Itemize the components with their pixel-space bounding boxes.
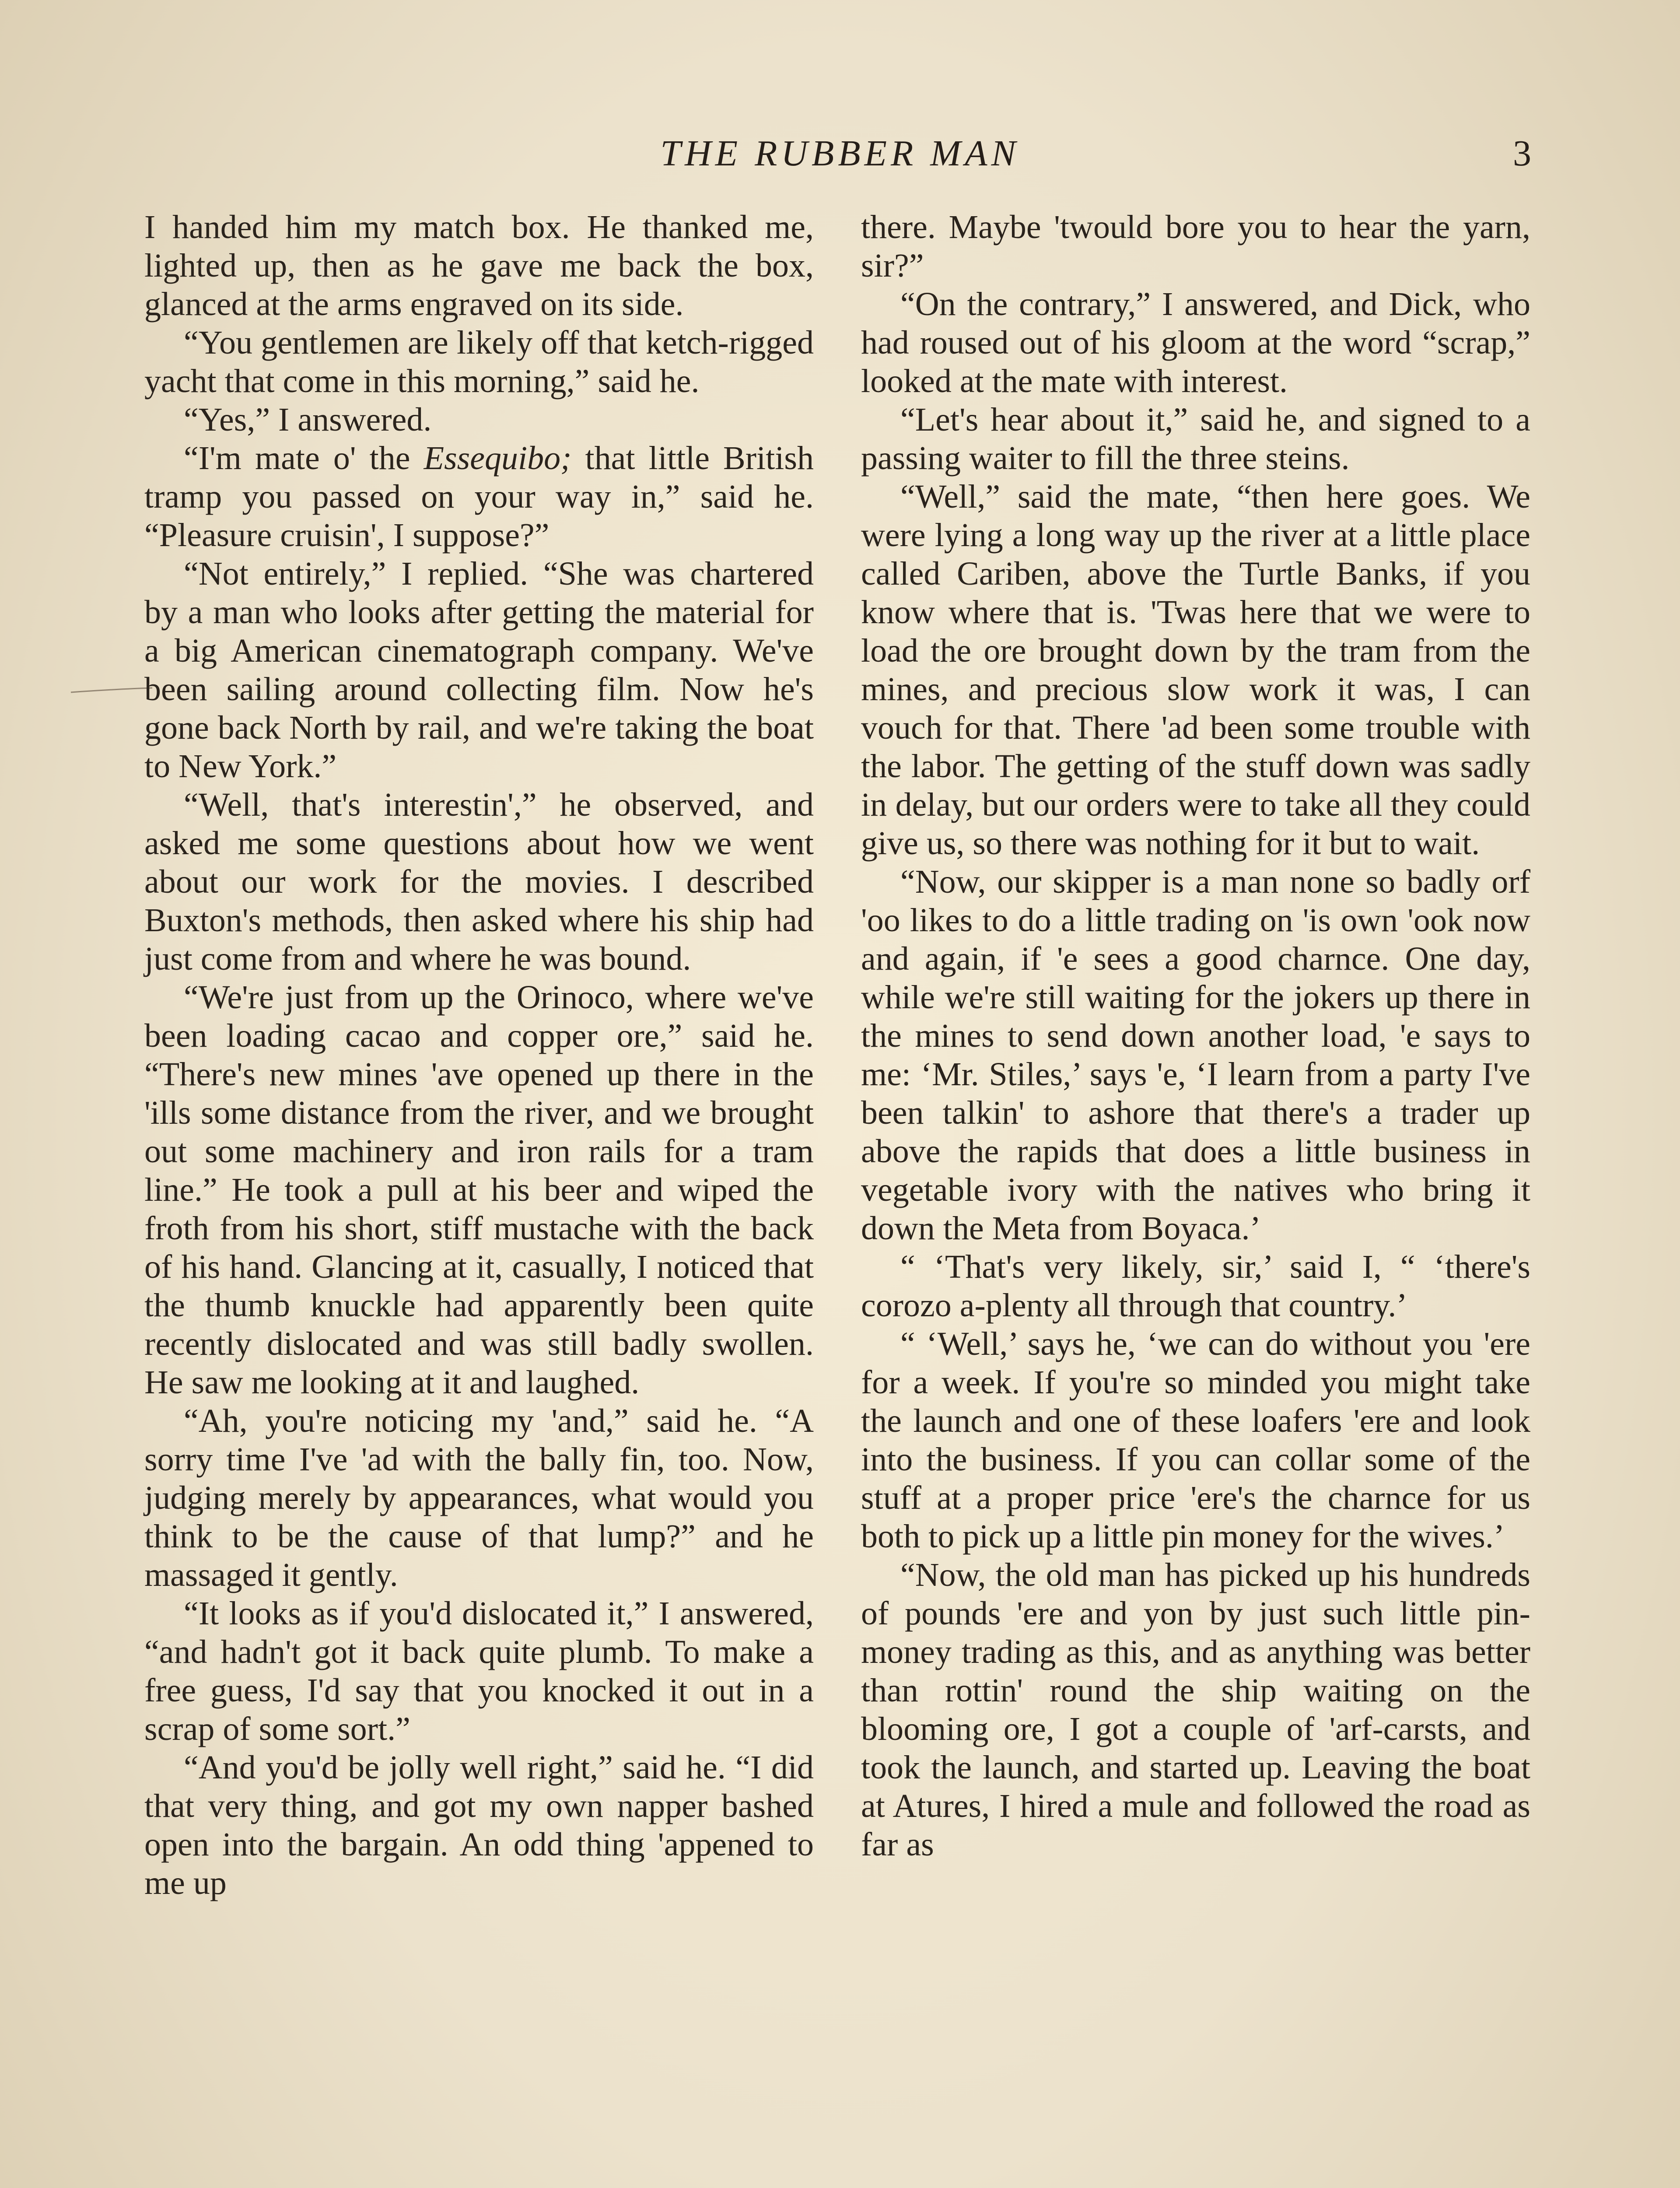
- left-column: [144, 208, 814, 1902]
- paragraph: “Let's hear about it,” said he, and signed to a passing waiter to fill the three steins.: [861, 401, 1530, 477]
- page-header: [0, 130, 1680, 178]
- running-title: THE RUBBER MAN: [660, 133, 1020, 174]
- paragraph: “Now, the old man has picked up his hundreds of pounds 'ere and yon by just such little pin-money trading as this, and as anything was better than rottin' round the ship waiting on the blooming ore, I got a couple of 'arf-carsts, and took the launch, and started up. Leaving the boat at Atures, I hired a mule and followed the road as far as: [861, 1557, 1530, 1863]
- page-number: 3: [1513, 133, 1531, 174]
- paragraph: “ ‘That's very likely, sir,’ said I, “ ‘there's corozo a-plenty all through that country.’: [861, 1248, 1530, 1324]
- paragraph: “On the contrary,” I answered, and Dick, who had roused out of his gloom at the word “scrap,” looked at the mate with interest.: [861, 286, 1530, 400]
- paragraph: I handed him my match box. He thanked me, lighted up, then as he gave me back the box, glanced at the arms engraved on its side.: [144, 209, 814, 323]
- paragraph: there. Maybe 'twould bore you to hear the yarn, sir?”: [861, 209, 1530, 284]
- paragraph: “Not entirely,” I replied. “She was chartered by a man who looks after getting the material for a big American cinematograph company. We've been sailing around collecting film. Now he's gone back North by rail, and we're taking the boat to New York.”: [144, 555, 814, 785]
- paragraph: “Well,” said the mate, “then here goes. We were lying a long way up the river at a little place called Cariben, above the Turtle Banks, if you know where that is. 'Twas here that we were to load the ore brought down by the tram from the mines, and precious slow work it was, I can vouch for that. There 'ad been some trouble with the labor. The getting of the stuff down was sadly in delay, but our orders were to take all they could give us, so there was nothing for it but to wait.: [861, 478, 1530, 862]
- paragraph: “Well, that's interestin',” he observed, and asked me some questions about how we went about our work for the movies. I described Buxton's methods, then asked where his ship had just come from and where he was bound.: [144, 786, 814, 977]
- paragraph: “Ah, you're noticing my 'and,” said he. “A sorry time I've 'ad with the bally fin, too. Now, judging merely by appearances, what would you think to be the cause of that lump?” and he massaged it gently.: [144, 1403, 814, 1593]
- paragraph: “ ‘Well,’ says he, ‘we can do without you 'ere for a week. If you're so minded you might take the launch and one of these loafers 'ere and look into the business. If you can collar some of the stuff at a proper price 'ere's the charnce for us both to pick up a little pin money for the wives.’: [861, 1325, 1530, 1555]
- paragraph: “It looks as if you'd dislocated it,” I answered, “and hadn't got it back quite plumb. To make a free guess, I'd say that you knocked it out in a scrap of some sort.”: [144, 1595, 814, 1747]
- paragraph: “You gentlemen are likely off that ketch-rigged yacht that come in this morning,” said he.: [144, 324, 814, 400]
- paragraph: “I'm mate o' the Essequibo; that little British tramp you passed on your way in,” said he. “Pleasure cruisin', I suppose?”: [144, 440, 814, 554]
- right-column: [861, 208, 1530, 1864]
- paragraph: “We're just from up the Orinoco, where we've been loading cacao and copper ore,” said he. “There's new mines 'ave opened up there in the 'ills some distance from the river, and we brought out some machinery and iron rails for a tram line.” He took a pull at his beer and wiped the froth from his short, stiff mustache with the back of his hand. Glancing at it, casually, I noticed that the thumb knuckle had apparently been quite recently dislocated and was still badly swollen. He saw me looking at it and laughed.: [144, 979, 814, 1401]
- pencil-mark: [70, 687, 153, 693]
- paragraph: “Yes,” I answered.: [184, 401, 432, 438]
- paragraph: “And you'd be jolly well right,” said he. “I did that very thing, and got my own napper bashed open into the bargain. An odd thing 'appened to me up: [144, 1749, 814, 1901]
- paragraph: “Now, our skipper is a man none so badly orf 'oo likes to do a little trading on 'is own 'ook now and again, if 'e sees a good charnce. One day, while we're still waiting for the jokers up there in the mines to send down another load, 'e says to me: ‘Mr. Stiles,’ says 'e, ‘I learn from a party I've been talkin' to ashore that there's a trader up above the rapids that does a little business in vegetable ivory with the natives who bring it down the Meta from Boyaca.’: [861, 863, 1530, 1247]
